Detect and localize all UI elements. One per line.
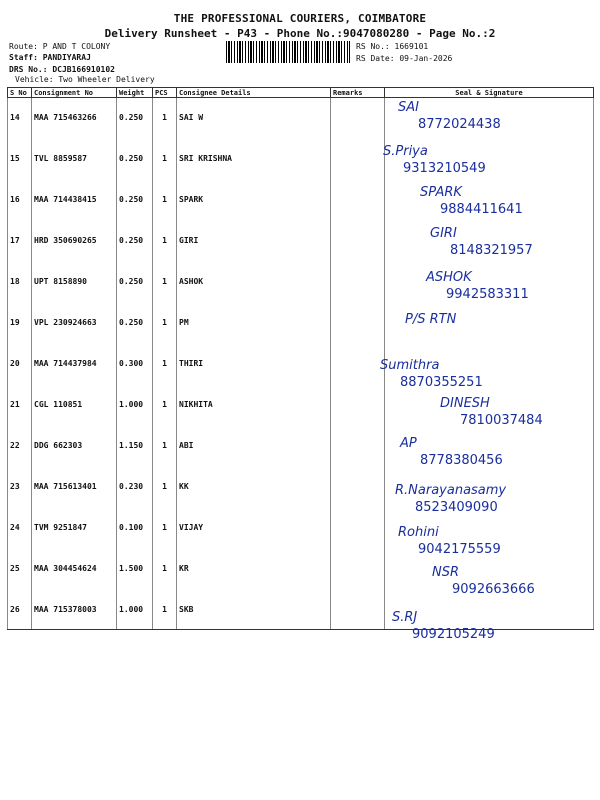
consignee-cell: SRI KRISHNA [177, 139, 331, 180]
signature-phone: 8870355251 [400, 374, 483, 390]
remarks-cell [331, 426, 385, 467]
col-signature: Seal & Signature [385, 88, 594, 98]
signature-phone: 8778380456 [420, 453, 503, 469]
remarks-cell [331, 303, 385, 344]
consignment-cell: HRD 350690265 [32, 221, 117, 262]
company-title: THE PROFESSIONAL COURIERS, COIMBATORE [173, 12, 427, 25]
pcs-cell: 1 [153, 426, 177, 467]
weight-cell: 0.250 [117, 98, 153, 140]
pcs-cell: 1 [153, 139, 177, 180]
weight-cell: 0.250 [117, 262, 153, 303]
consignment-cell: MAA 714437984 [32, 344, 117, 385]
sno-cell: 18 [8, 262, 32, 303]
weight-cell: 0.250 [117, 139, 153, 180]
signature-phone: 7810037484 [460, 413, 543, 429]
weight-cell: 0.100 [117, 508, 153, 549]
consignee-cell: SKB [177, 590, 331, 630]
signature-name: NSR [432, 565, 460, 581]
weight-cell: 0.230 [117, 467, 153, 508]
signature-name: DINESH [440, 396, 490, 412]
sno-cell: 22 [8, 426, 32, 467]
consignment-cell: MAA 304454624 [32, 549, 117, 590]
weight-cell: 1.000 [117, 385, 153, 426]
pcs-cell: 1 [153, 221, 177, 262]
consignee-cell: NIKHITA [177, 385, 331, 426]
consignee-cell: PM [177, 303, 331, 344]
signature-name: SPARK [420, 184, 462, 200]
col-sno: S No [8, 88, 32, 98]
consignment-cell: TVM 9251847 [32, 508, 117, 549]
signature-name: S.RJ [392, 609, 418, 625]
sno-cell: 26 [8, 590, 32, 630]
pcs-cell: 1 [153, 303, 177, 344]
remarks-cell [331, 590, 385, 630]
remarks-cell [331, 467, 385, 508]
consignment-cell: MAA 715378003 [32, 590, 117, 630]
consignment-cell: MAA 715463266 [32, 98, 117, 140]
signature-name: ASHOK [426, 270, 472, 286]
runsheet-table [7, 87, 594, 630]
rs-no-label: RS No.: 1669101 [356, 42, 429, 51]
consignee-cell: THIRI [177, 344, 331, 385]
col-consignment: Consignment No [32, 88, 117, 98]
weight-cell: 1.150 [117, 426, 153, 467]
consignment-cell: MAA 715613401 [32, 467, 117, 508]
signature-phone: 8523409090 [415, 499, 498, 515]
signature-name: R.Narayanasamy [395, 482, 507, 498]
signature-phone: 8148321957 [450, 242, 533, 258]
table-row [8, 139, 594, 180]
remarks-cell [331, 344, 385, 385]
signature-name: P/S RTN [405, 311, 457, 327]
route-label: Route: P AND T COLONY [9, 42, 111, 51]
signature-name: Rohini [398, 525, 439, 540]
signature-phone: 8772024438 [418, 117, 501, 132]
sno-cell: 16 [8, 180, 32, 221]
sno-cell: 14 [8, 98, 32, 140]
signature-name: S.Priya [383, 144, 428, 160]
remarks-cell [331, 98, 385, 140]
signature-phone: 9092105249 [412, 626, 495, 642]
pcs-cell: 1 [153, 549, 177, 590]
signature-phone: 9313210549 [403, 161, 486, 177]
consignee-cell: KK [177, 467, 331, 508]
table-row [8, 508, 594, 549]
sno-cell: 23 [8, 467, 32, 508]
table-row [8, 344, 594, 385]
consignee-cell: VIJAY [177, 508, 331, 549]
pcs-cell: 1 [153, 98, 177, 140]
sno-cell: 15 [8, 139, 32, 180]
consignment-cell: CGL 110851 [32, 385, 117, 426]
pcs-cell: 1 [153, 180, 177, 221]
col-pcs: PCS [153, 88, 177, 98]
signature-name: AP [400, 436, 417, 452]
consignee-cell: ABI [177, 426, 331, 467]
signature-name: SAI [398, 100, 419, 115]
remarks-cell [331, 139, 385, 180]
consignment-cell: DDG 662303 [32, 426, 117, 467]
barcode [226, 41, 350, 63]
col-consignee: Consignee Details [177, 88, 331, 98]
pcs-cell: 1 [153, 467, 177, 508]
runsheet-title: Delivery Runsheet - P43 - Phone No.:9047080280 - Page No.:2 [104, 27, 496, 40]
table-row [8, 303, 594, 344]
signature-name: GIRI [430, 225, 457, 241]
weight-cell: 0.250 [117, 180, 153, 221]
signature-phone: 9092663666 [452, 582, 535, 598]
weight-cell: 1.000 [117, 590, 153, 630]
rs-date-label: RS Date: 09-Jan-2026 [356, 54, 453, 63]
remarks-cell [331, 508, 385, 549]
table-row [8, 426, 594, 467]
consignment-cell: MAA 714438415 [32, 180, 117, 221]
vehicle-label: Vehicle: Two Wheeler Delivery [15, 75, 155, 84]
col-remarks: Remarks [331, 88, 385, 98]
pcs-cell: 1 [153, 344, 177, 385]
weight-cell: 1.500 [117, 549, 153, 590]
table-header-row [8, 88, 594, 98]
staff-label: Staff: PANDIYARAJ [9, 53, 91, 62]
weight-cell: 0.300 [117, 344, 153, 385]
remarks-cell [331, 385, 385, 426]
sno-cell: 19 [8, 303, 32, 344]
consignee-cell: SPARK [177, 180, 331, 221]
remarks-cell [331, 549, 385, 590]
weight-cell: 0.250 [117, 221, 153, 262]
consignment-cell: TVL 8859587 [32, 139, 117, 180]
sno-cell: 21 [8, 385, 32, 426]
pcs-cell: 1 [153, 508, 177, 549]
remarks-cell [331, 262, 385, 303]
col-weight: Weight [117, 88, 153, 98]
remarks-cell [331, 180, 385, 221]
consignee-cell: SAI W [177, 98, 331, 140]
sno-cell: 17 [8, 221, 32, 262]
signature-name: Sumithra [380, 357, 440, 373]
pcs-cell: 1 [153, 385, 177, 426]
table-row [8, 98, 594, 140]
signature-phone: 9884411641 [440, 201, 523, 217]
signature-phone: 9042175559 [418, 542, 501, 557]
sno-cell: 24 [8, 508, 32, 549]
pcs-cell: 1 [153, 262, 177, 303]
signature-phone: 9942583311 [446, 287, 529, 303]
consignee-cell: ASHOK [177, 262, 331, 303]
consignee-cell: GIRI [177, 221, 331, 262]
pcs-cell: 1 [153, 590, 177, 630]
weight-cell: 0.250 [117, 303, 153, 344]
drs-label: DRS No.: DCJB166910102 [9, 65, 115, 74]
consignment-cell: UPT 8158890 [32, 262, 117, 303]
remarks-cell [331, 221, 385, 262]
consignee-cell: KR [177, 549, 331, 590]
sno-cell: 20 [8, 344, 32, 385]
sno-cell: 25 [8, 549, 32, 590]
consignment-cell: VPL 230924663 [32, 303, 117, 344]
